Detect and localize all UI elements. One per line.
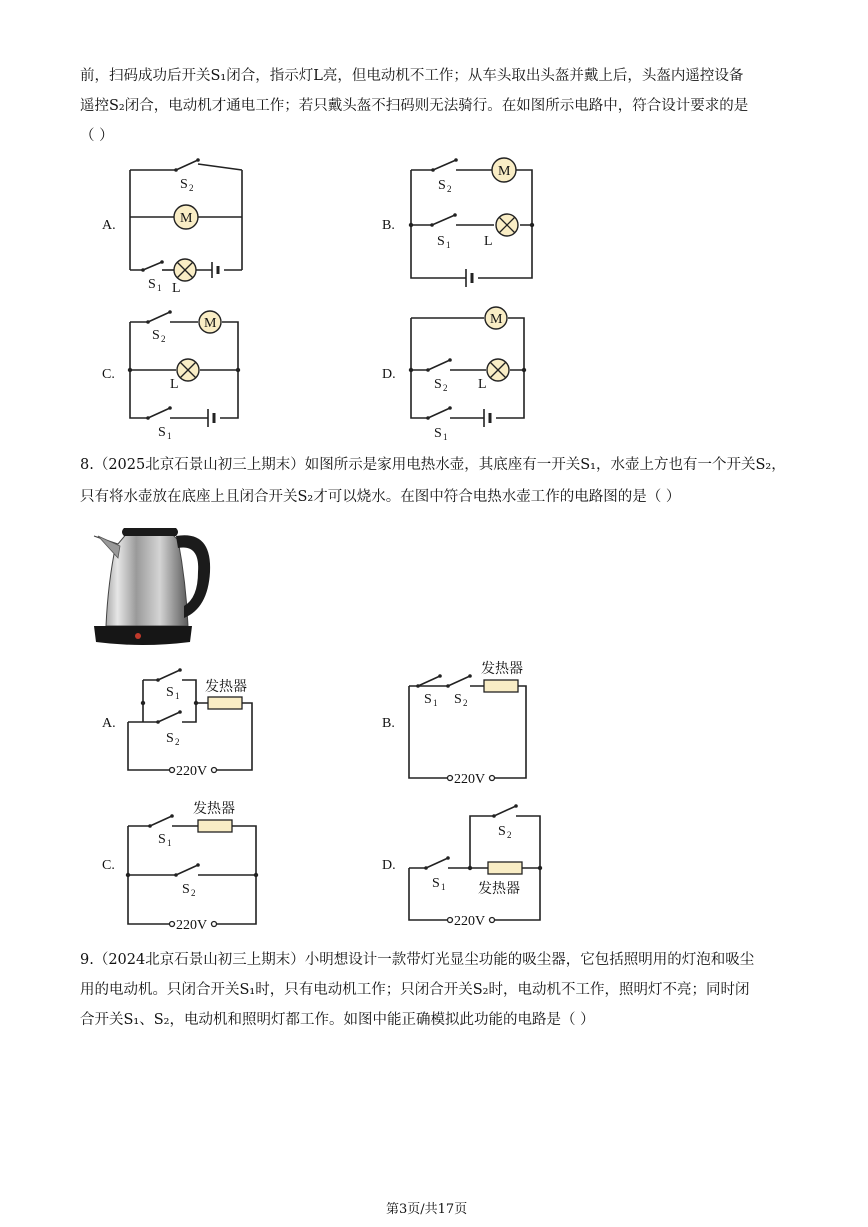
q8-line1: 8.（2025北京石景山初三上期末）如图所示是家用电热水壶，其底座有一开关S₁，水壶上方也有一个开关S₂， xyxy=(80,457,786,473)
q8-option-d[interactable]: D. xyxy=(382,858,396,873)
q9-line3: 合开关S₁、S₂，电动机和照明灯都工作。如图中能正确模拟此功能的电路是（ ） xyxy=(80,1012,595,1028)
svg-text:1: 1 xyxy=(433,698,438,708)
svg-text:S: S xyxy=(438,178,446,193)
svg-text:2: 2 xyxy=(447,184,452,194)
svg-text:L: L xyxy=(484,234,493,249)
svg-text:发热器: 发热器 xyxy=(205,679,247,695)
svg-text:220V: 220V xyxy=(176,918,208,933)
svg-text:220V: 220V xyxy=(454,914,486,929)
svg-text:S: S xyxy=(434,426,442,441)
svg-text:2: 2 xyxy=(175,737,180,747)
svg-text:发热器: 发热器 xyxy=(481,661,523,677)
svg-text:1: 1 xyxy=(446,240,451,250)
svg-text:M: M xyxy=(498,164,511,179)
svg-text:1: 1 xyxy=(443,432,448,442)
svg-text:S: S xyxy=(148,277,156,292)
q7-line2: 遥控S₂闭合，电动机才通电工作；若只戴头盔不扫码则无法骑行。在如图所示电路中，符合设计要求的是 xyxy=(80,98,749,114)
svg-text:S: S xyxy=(424,692,432,707)
q7-option-b[interactable]: B. xyxy=(382,218,395,233)
svg-text:S: S xyxy=(166,731,174,746)
svg-text:1: 1 xyxy=(167,838,172,848)
q7-line1: 前，扫码成功后开关S₁闭合，指示灯L亮，但电动机不工作；从车头取出头盔并戴上后，头盔内遥控设备 xyxy=(80,68,744,84)
q7-option-d[interactable]: D. xyxy=(382,367,396,382)
q7-line3: （ ） xyxy=(80,128,114,144)
svg-text:S: S xyxy=(158,832,166,847)
svg-text:1: 1 xyxy=(167,431,172,441)
svg-text:2: 2 xyxy=(161,334,166,344)
svg-text:S: S xyxy=(434,377,442,392)
q7-option-c[interactable]: C. xyxy=(102,367,115,382)
q7-option-a[interactable]: A. xyxy=(102,218,116,233)
motor-label: M xyxy=(180,211,193,226)
svg-text:2: 2 xyxy=(189,183,194,193)
svg-text:L: L xyxy=(478,377,487,392)
svg-text:2: 2 xyxy=(191,888,196,898)
svg-text:M: M xyxy=(204,316,217,331)
q8-option-c[interactable]: C. xyxy=(102,858,115,873)
q8-option-b[interactable]: B. xyxy=(382,716,395,731)
svg-text:M: M xyxy=(490,312,503,327)
svg-text:220V: 220V xyxy=(454,772,486,787)
q9-line1: 9.（2024北京石景山初三上期末）小明想设计一款带灯光显尘功能的吸尘器，它包括照明用的灯泡和吸尘 xyxy=(80,952,755,968)
svg-text:L: L xyxy=(172,281,181,296)
svg-text:1: 1 xyxy=(157,283,162,293)
svg-text:S: S xyxy=(180,177,188,192)
svg-text:2: 2 xyxy=(507,830,512,840)
svg-text:发热器: 发热器 xyxy=(478,881,520,897)
page-footer: 第3页/共17页 xyxy=(386,1202,468,1217)
q8-line2: 只有将水壶放在底座上且闭合开关S₂才可以烧水。在图中符合电热水壶工作的电路图的是（ ） xyxy=(80,489,681,505)
svg-text:L: L xyxy=(170,377,179,392)
svg-text:S: S xyxy=(166,685,174,700)
q9-line2: 用的电动机。只闭合开关S₁时，只有电动机工作；只闭合开关S₂时，电动机不工作，照明灯不亮；同时闭 xyxy=(80,982,750,998)
svg-text:S: S xyxy=(454,692,462,707)
svg-text:220V: 220V xyxy=(176,764,208,779)
svg-text:S: S xyxy=(158,425,166,440)
svg-text:1: 1 xyxy=(441,882,446,892)
svg-text:S: S xyxy=(498,824,506,839)
svg-text:S: S xyxy=(182,882,190,897)
svg-text:2: 2 xyxy=(443,383,448,393)
svg-text:1: 1 xyxy=(175,691,180,701)
svg-text:发热器: 发热器 xyxy=(193,801,235,817)
svg-text:S: S xyxy=(152,328,160,343)
q8-option-a[interactable]: A. xyxy=(102,716,116,731)
svg-text:S: S xyxy=(432,876,440,891)
svg-text:2: 2 xyxy=(463,698,468,708)
svg-text:S: S xyxy=(437,234,445,249)
